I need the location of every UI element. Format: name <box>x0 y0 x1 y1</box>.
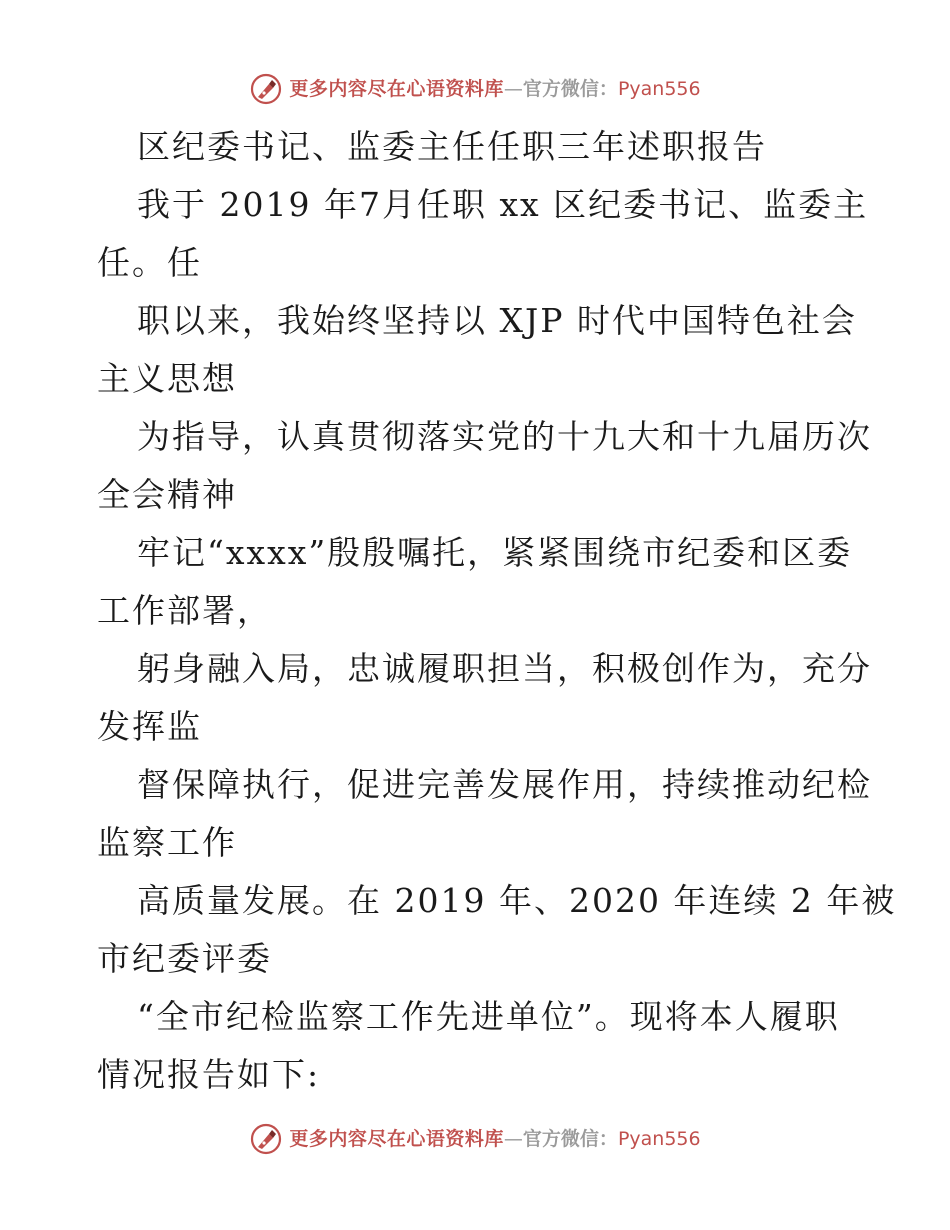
banner-dash: — <box>503 78 523 100</box>
paragraph-line: 为指导，认真贯彻落实党的十九大和十九届历次 <box>137 417 872 456</box>
paragraph-line: 工作部署， <box>97 591 272 630</box>
banner-wechat-label: 官方微信： <box>522 78 618 100</box>
paragraph-line: 躬身融入局，忠诚履职担当，积极创作为，充分 <box>137 649 872 688</box>
paragraph-line: 发挥监 <box>97 707 202 746</box>
paragraph-line: 职以来，我始终坚持以 XJP 时代中国特色社会 <box>137 301 857 340</box>
footer-banner-text <box>289 1122 700 1156</box>
paragraph-line: 主义思想 <box>97 359 237 398</box>
document-title: 区纪委书记、监委主任任职三年述职报告 <box>137 127 767 166</box>
header-banner <box>0 72 950 106</box>
footer-banner <box>0 1122 950 1156</box>
paragraph-line: 全会精神 <box>97 475 237 514</box>
paragraph-line: 情况报告如下: <box>97 1055 321 1094</box>
paragraph-line: “全市纪检监察工作先进单位”。现将本人履职 <box>137 997 840 1036</box>
banner-main-text: 更多内容尽在心语资料库 <box>289 78 504 100</box>
banner-main-text: 更多内容尽在心语资料库 <box>289 1128 504 1150</box>
banner-dash: — <box>503 1128 523 1150</box>
paragraph-line: 督保障执行，促进完善发展作用，持续推动纪检 <box>137 765 872 804</box>
paragraph-line: 高质量发展。在 2019 年、2020 年连续 2 年被 <box>137 881 897 920</box>
paragraph-line: 市纪委评委 <box>97 939 272 978</box>
document-body <box>97 118 897 1104</box>
paragraph-line: 牢记“xxxx”殷殷嘱托，紧紧围绕市纪委和区委 <box>137 533 853 572</box>
pen-nib-logo-icon <box>249 72 283 106</box>
banner-wechat-id: Pyan556 <box>617 1128 701 1150</box>
paragraph-line: 我于 2019 年7月任职 xx 区纪委书记、监委主 <box>137 185 869 224</box>
banner-wechat-label: 官方微信： <box>522 1128 618 1150</box>
pen-nib-logo-icon <box>249 1122 283 1156</box>
paragraph-line: 任。任 <box>97 243 202 282</box>
banner-wechat-id: Pyan556 <box>617 78 701 100</box>
paragraph-line: 监察工作 <box>97 823 237 862</box>
header-banner-text <box>289 72 700 106</box>
